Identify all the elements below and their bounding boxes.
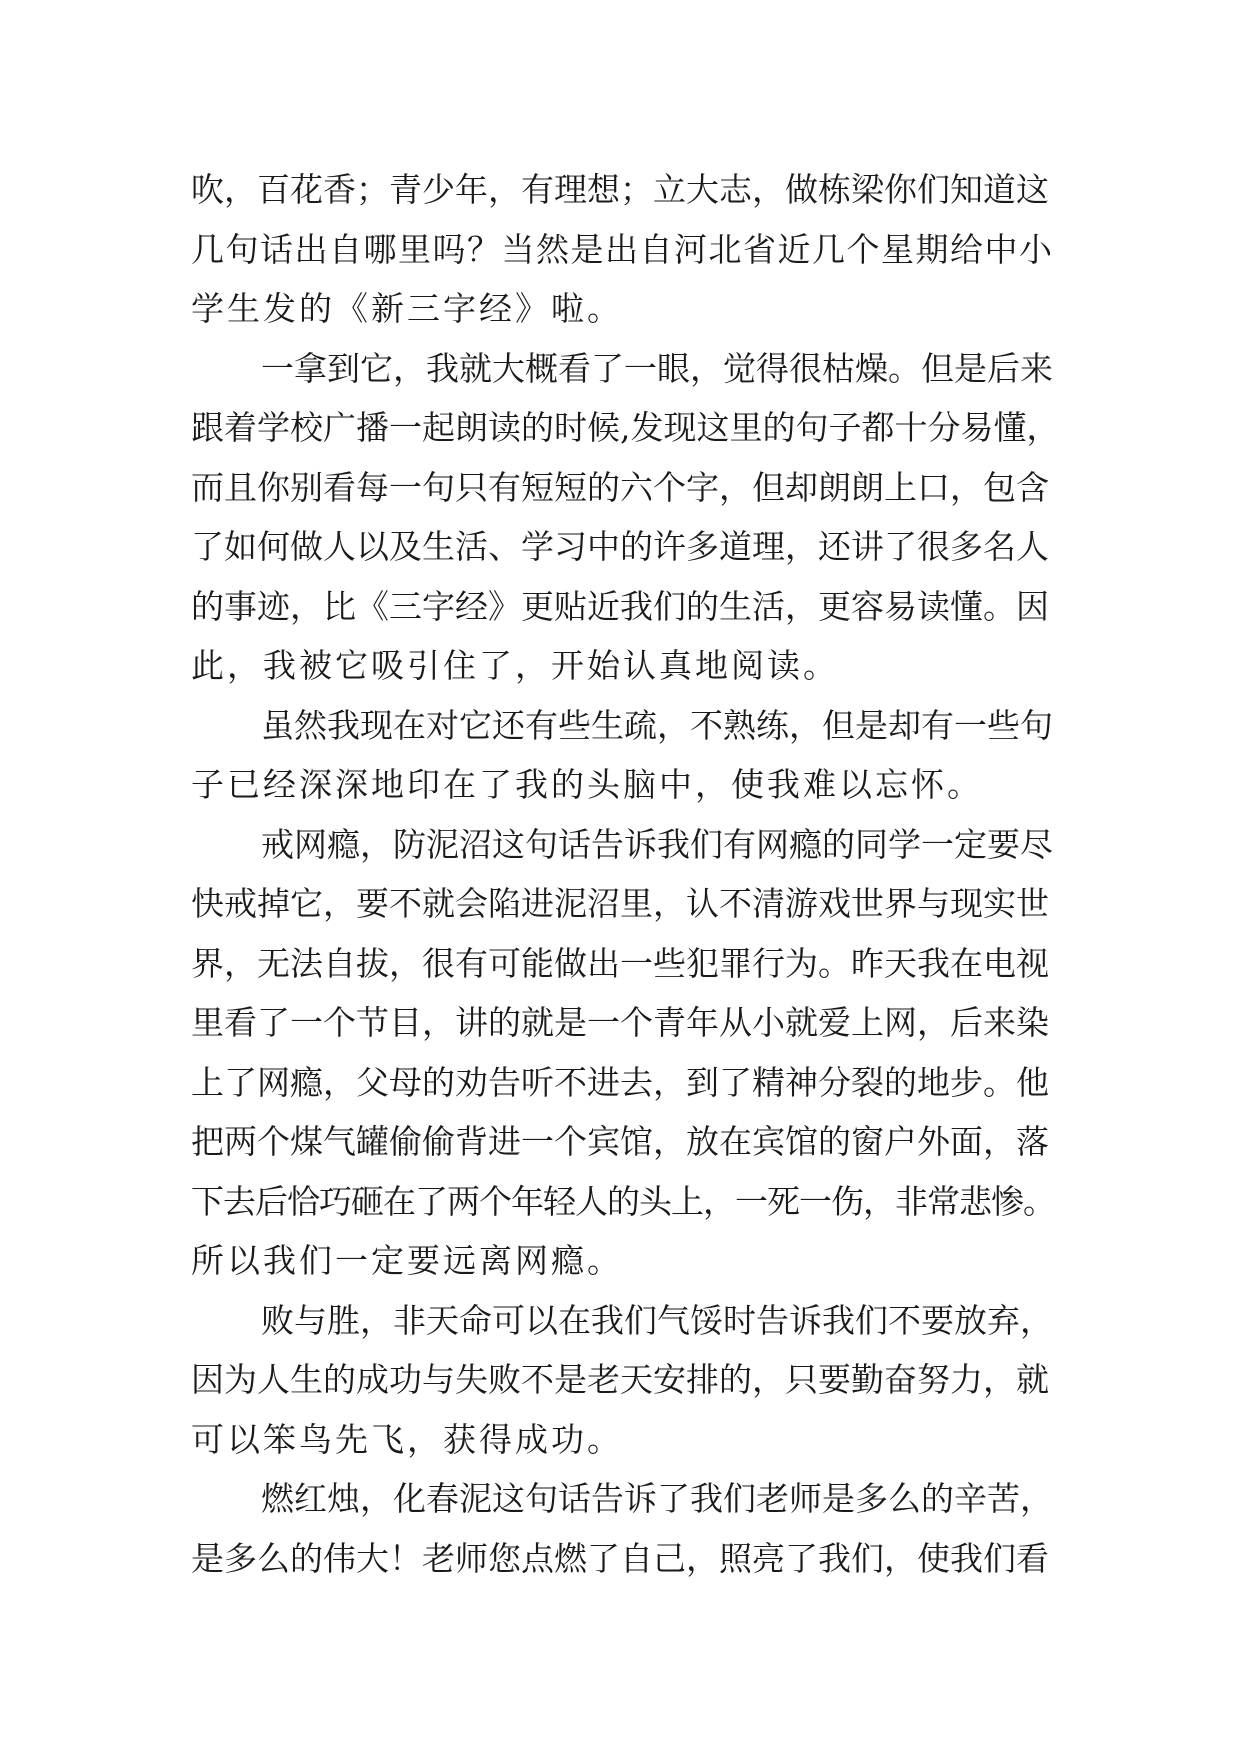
text-line: 里看了一个节目，讲的就是一个青年从小就爱上网，后来染 — [191, 1003, 1049, 1042]
text-line: 可以笨鸟先飞，获得成功。 — [191, 1419, 623, 1459]
text-line: 下去后恰巧砸在了两个年轻人的头上，一死一伤，非常悲惨。 — [191, 1181, 1055, 1221]
paragraph-first-line: 戒网瘾，防泥沼这句话告诉我们有网瘾的同学一定要尽 — [261, 824, 1053, 864]
text-line: 了如何做人以及生活、学习中的许多道理，还讲了很多名人 — [191, 527, 1049, 566]
text-line: 几句话出自哪里吗？当然是出自河北省近几个星期给中小 — [191, 229, 1054, 269]
text-line: 把两个煤气罐偷偷背进一个宾馆，放在宾馆的窗户外面，落 — [191, 1122, 1049, 1161]
text-line: 界，无法自拔，很有可能做出一些犯罪行为。昨天我在电视 — [191, 943, 1049, 983]
paragraph-first-line: 一拿到它，我就大概看了一眼，觉得很枯燥。但是后来 — [261, 348, 1053, 388]
text-line: 子已经深深地印在了我的头脑中，使我难以忘怀。 — [191, 765, 983, 804]
document-body — [191, 160, 1061, 1588]
paragraph-first-line: 燃红烛，化春泥这句话告诉了我们老师是多么的辛苦， — [261, 1479, 1053, 1518]
text-line: 此，我被它吸引住了，开始认真地阅读。 — [191, 646, 839, 685]
paragraph-first-line: 败与胜，非天命可以在我们气馁时告诉我们不要放弃， — [261, 1300, 1053, 1340]
text-line: 上了网瘾，父母的劝告听不进去，到了精神分裂的地步。他 — [191, 1062, 1049, 1102]
text-line: 所以我们一定要远离网瘾。 — [191, 1241, 623, 1280]
text-line: 而且你别看每一句只有短短的六个字，但却朗朗上口，包含 — [191, 467, 1049, 507]
text-line: 快戒掉它，要不就会陷进泥沼里，认不清游戏世界与现实世 — [191, 884, 1049, 923]
text-line: 跟着学校广播一起朗读的时候,发现这里的句子都十分易懂， — [191, 408, 1060, 447]
text-line: 是多么的伟大！老师您点燃了自己，照亮了我们，使我们看 — [191, 1538, 1049, 1578]
text-line: 学生发的《新三字经》啦。 — [191, 289, 623, 328]
text-line: 因为人生的成功与失败不是老天安排的，只要勤奋努力，就 — [191, 1360, 1049, 1399]
text-line: 吹，百花香；青少年，有理想；立大志，做栋梁你们知道这 — [191, 170, 1049, 209]
paragraph-first-line: 虽然我现在对它还有些生疏，不熟练，但是却有一些句 — [261, 705, 1053, 745]
text-line: 的事迹，比《三字经》更贴近我们的生活，更容易读懂。因 — [191, 586, 1049, 626]
